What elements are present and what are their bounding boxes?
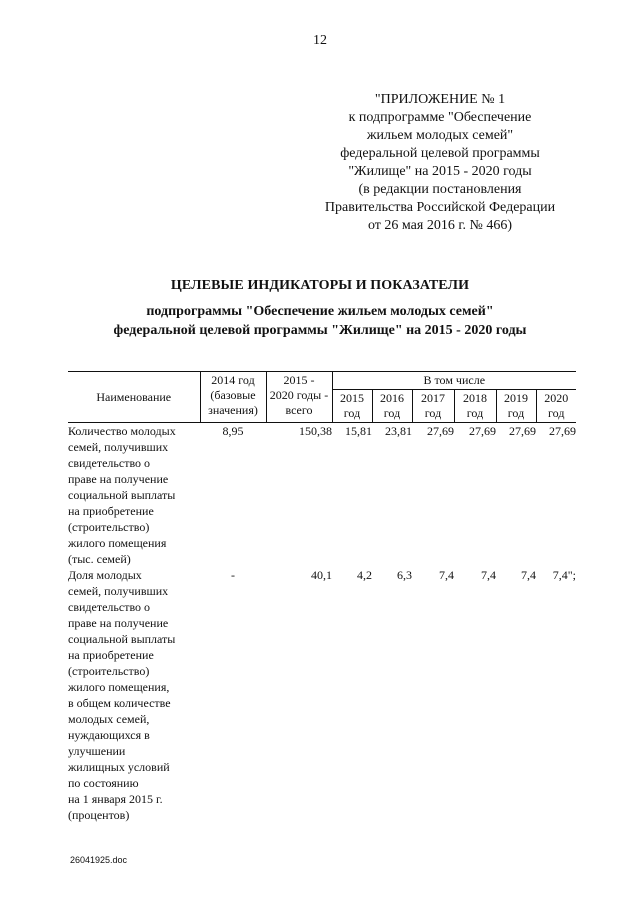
indicators-table xyxy=(68,371,576,823)
header-year-number: 2017 xyxy=(421,391,445,405)
row-name-line: жилого помещения, xyxy=(68,680,170,694)
cell-2019: 7,4 xyxy=(521,568,536,582)
cell-2015: 4,2 xyxy=(357,568,372,582)
header-name: Наименование xyxy=(68,372,200,423)
row-name-line: на 1 января 2015 г. xyxy=(68,792,163,806)
cell-2019: 27,69 xyxy=(509,424,536,438)
header-year-number: 2019 xyxy=(504,391,528,405)
row-name-line: (строительство) xyxy=(68,664,150,678)
header-year-unit: год xyxy=(548,406,565,420)
cell-2017: 27,69 xyxy=(427,424,454,438)
header-including: В том числе xyxy=(332,372,576,390)
appendix-line: Правительства Российской Федерации xyxy=(324,200,556,215)
row-name-line: праве на получение xyxy=(68,616,169,630)
row-name-line: на приобретение xyxy=(68,648,154,662)
row-name-line: семей, получивших xyxy=(68,440,169,454)
row-name-line: улучшении xyxy=(68,744,126,758)
row-name-line: свидетельство о xyxy=(68,600,151,614)
row-name-line: (тыс. семей) xyxy=(68,552,131,566)
header-total-line: 2015 - xyxy=(283,373,315,387)
header-year-2019 xyxy=(496,390,536,423)
row-name xyxy=(68,423,200,568)
header-year-2017 xyxy=(412,390,454,423)
cell-2017: 7,4 xyxy=(439,568,454,582)
header-base-line: значения) xyxy=(208,403,258,417)
row-name-line: Количество молодых xyxy=(68,424,176,438)
row-name-line: жилищных условий xyxy=(68,760,170,774)
appendix-line: (в редакции постановления xyxy=(358,182,522,197)
page-number: 12 xyxy=(313,33,327,48)
appendix-line: "ПРИЛОЖЕНИЕ № 1 xyxy=(374,92,506,107)
row-name-line: жилого помещения xyxy=(68,536,167,550)
row-name-line: на приобретение xyxy=(68,504,154,518)
document-subtitle xyxy=(0,302,640,340)
header-total xyxy=(266,372,332,423)
header-year-2020 xyxy=(536,390,576,423)
cell-2020: 27,69 xyxy=(549,424,576,438)
cell-base: - xyxy=(231,568,235,582)
appendix-line: федеральной целевой программы xyxy=(340,146,540,161)
table-row xyxy=(68,423,576,568)
header-year-unit: год xyxy=(466,406,484,420)
row-name-line: (строительство) xyxy=(68,520,150,534)
appendix-line: к подпрограмме "Обеспечение xyxy=(348,110,532,125)
header-base-line: (базовые xyxy=(210,388,256,402)
row-name xyxy=(68,567,200,823)
header-base-line: 2014 год xyxy=(211,373,255,387)
cell-2016: 6,3 xyxy=(397,568,412,582)
row-name-line: нуждающихся в xyxy=(68,728,150,742)
header-year-unit: год xyxy=(343,406,361,420)
table-row xyxy=(68,567,576,823)
subtitle-line: федеральной целевой программы "Жилище" на 2015 - 2020 годы xyxy=(113,323,527,338)
header-year-unit: год xyxy=(383,406,401,420)
header-year-unit: год xyxy=(424,406,442,420)
header-year-number: 2016 xyxy=(380,391,404,405)
cell-2018: 27,69 xyxy=(469,424,496,438)
row-name-line: (процентов) xyxy=(68,808,130,822)
document-filename: 26041925.doc xyxy=(70,855,128,865)
cell-2015: 15,81 xyxy=(345,424,372,438)
appendix-line: от 26 мая 2016 г. № 466) xyxy=(367,218,513,233)
row-name-line: социальной выплаты xyxy=(68,488,176,502)
cell-total: 150,38 xyxy=(299,424,332,438)
appendix-line: "Жилище" на 2015 - 2020 годы xyxy=(348,164,532,179)
row-name-line: молодых семей, xyxy=(68,712,150,726)
document-title: ЦЕЛЕВЫЕ ИНДИКАТОРЫ И ПОКАЗАТЕЛИ xyxy=(170,278,470,293)
cell-base: 8,95 xyxy=(222,424,244,438)
header-year-number: 2015 xyxy=(340,391,364,405)
row-name-line: социальной выплаты xyxy=(68,632,176,646)
header-base-year xyxy=(200,372,266,423)
row-name-line: Доля молодых xyxy=(68,568,142,582)
appendix-line: жильем молодых семей" xyxy=(366,128,514,143)
row-name-line: по состоянию xyxy=(68,776,139,790)
header-total-line: 2020 годы - xyxy=(269,388,329,402)
header-year-2018 xyxy=(454,390,496,423)
row-name-line: в общем количестве xyxy=(68,696,171,710)
header-year-2015 xyxy=(332,390,372,423)
cell-2018: 7,4 xyxy=(481,568,496,582)
cell-2020: 7,4"; xyxy=(552,568,576,582)
header-year-2016 xyxy=(372,390,412,423)
row-name-line: праве на получение xyxy=(68,472,169,486)
cell-total: 40,1 xyxy=(311,568,332,582)
header-year-number: 2020 xyxy=(544,391,569,405)
header-year-unit: год xyxy=(507,406,525,420)
header-year-number: 2018 xyxy=(463,391,487,405)
appendix-header xyxy=(300,91,580,235)
subtitle-line: подпрограммы "Обеспечение жильем молодых семей" xyxy=(146,304,494,319)
row-name-line: свидетельство о xyxy=(68,456,151,470)
cell-2016: 23,81 xyxy=(385,424,412,438)
row-name-line: семей, получивших xyxy=(68,584,169,598)
header-total-line: всего xyxy=(285,403,313,417)
